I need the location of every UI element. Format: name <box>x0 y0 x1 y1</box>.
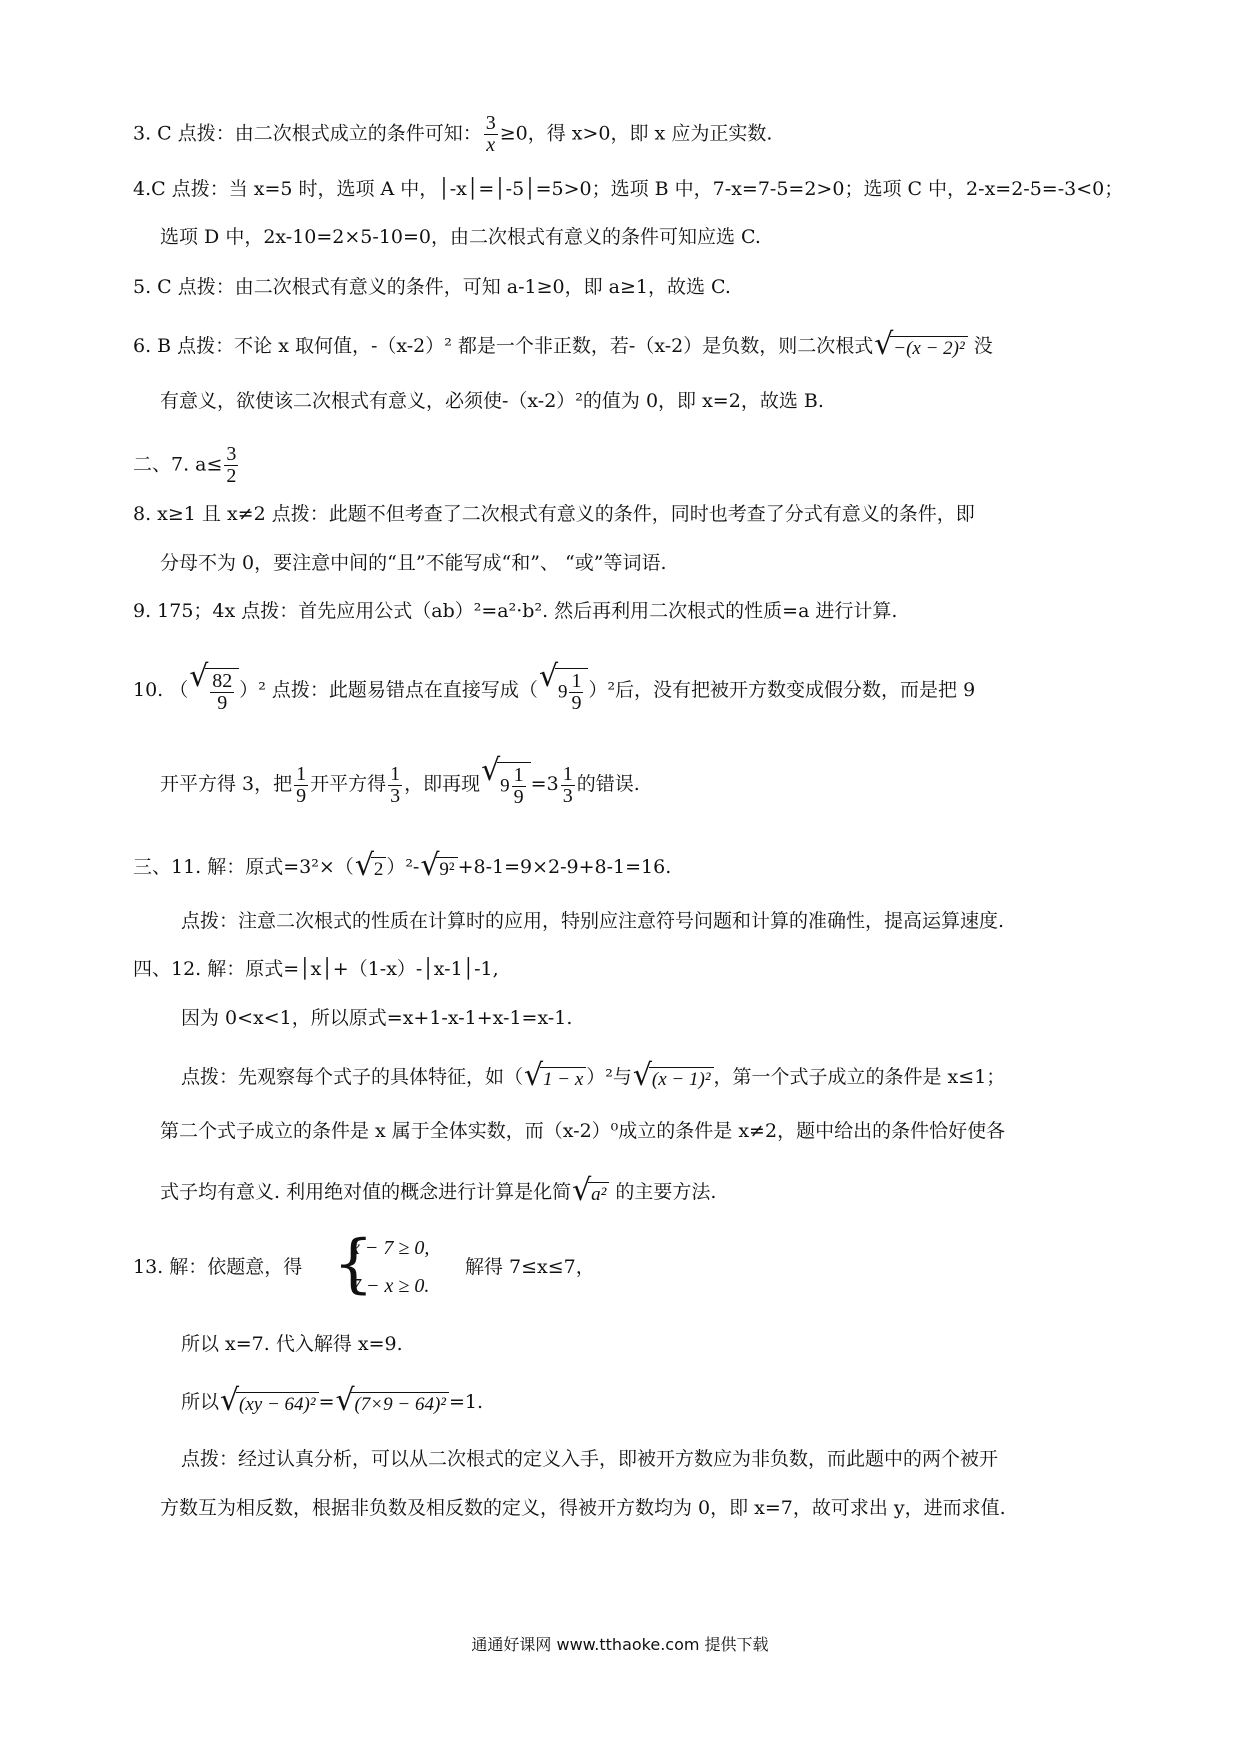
radical: √ a² <box>572 1182 609 1204</box>
answer-3-text-end: ≥0，得 x>0，即 x 应为正实数. <box>499 122 773 145</box>
radical: √ 9² <box>420 857 457 879</box>
answer-12-line-3: 点拨：先观察每个式子的具体特征，如（√ 1 − x ）²与√ (x − 1)² ，第一个式子成立的条件是 x≤1； <box>181 1067 1005 1089</box>
answer-10-line-1: 10. （ √ $\frac{82}{9}$ ）² 点拨：此题易错点在直接写成（√ 9 $\frac{1}{9}$ ）²后，没有把被开方数变成假分数，而是把 9 <box>133 668 975 714</box>
answer-13-line-2: 所以 x=7. 代入解得 x=9. <box>181 1333 403 1355</box>
radical: √ (xy − 64)² <box>220 1392 319 1414</box>
fraction: $\frac{3}{2}$ <box>226 443 237 487</box>
answer-12-line-5: 式子均有意义. 利用绝对值的概念进行计算是化简√ a² 的主要方法. <box>160 1182 716 1204</box>
fraction: $\frac{3}{x}$ <box>485 112 496 156</box>
answer-12-line-2: 因为 0<x<1，所以原式=x+1-x-1+x-1=x-1. <box>181 1007 573 1029</box>
radical: √ $\frac{82}{9}$ <box>189 668 239 714</box>
answer-11-line-1: 三、11. 解：原式=3²×（√ 2 ）²-√ 9² +8-1=9×2-9+8-1=16. <box>133 857 671 879</box>
radical: √ 9 $\frac{1}{9}$ <box>481 762 531 808</box>
answer-11-line-2: 点拨：注意二次根式的性质在计算时的应用，特别应注意符号问题和计算的准确性，提高运算速度. <box>181 910 1005 932</box>
radical: √ (x − 1)² <box>633 1067 714 1089</box>
answer-4-line-1: 4.C 点拨：当 x=5 时，选项 A 中，│-x│=│-5│=5>0；选项 B 中，7-x=7-5=2>0；选项 C 中，2-x=2-5=-3<0； <box>133 178 1124 200</box>
left-brace-icon: { <box>333 1227 374 1301</box>
radical: √ (7×9 − 64)² <box>335 1392 449 1414</box>
radical: √ 2 <box>355 857 387 879</box>
answer-3-text: 3. C 点拨：由二次根式成立的条件可知： <box>133 122 482 145</box>
inequality-1: x − 7 ≥ 0, <box>351 1237 430 1259</box>
answer-3 <box>133 113 772 156</box>
answer-13-line-5: 方数互为相反数，根据非负数及相反数的定义，得被开方数均为 0，即 x=7，故可求出 y，进而求值. <box>160 1497 1006 1519</box>
answer-13-line-1-label: 13. 解：依题意，得 <box>133 1256 303 1278</box>
page-footer: 通通好课网 www.tthaoke.com 提供下载 <box>471 1635 769 1654</box>
radical: √ 1 − x <box>524 1067 586 1089</box>
answer-4-line-2: 选项 D 中，2x-10=2×5-10=0，由二次根式有意义的条件可知应选 C. <box>160 226 761 248</box>
answer-6-line-2: 有意义，欲使该二次根式有意义，必须使-（x-2）²的值为 0，即 x=2，故选 B. <box>160 390 824 412</box>
inequality-2: 7 − x ≥ 0. <box>351 1275 430 1297</box>
radical: √ −(x − 2)² <box>874 336 967 358</box>
answer-8-line-1: 8. x≥1 且 x≠2 点拨：此题不但考查了二次根式有意义的条件，同时也考查了分式有意义的条件，即 <box>133 503 975 525</box>
answer-10-line-2: 开平方得 3，把 $\frac{1}{9}$ 开平方得 $\frac{1}{3}$ ，即再现√ 9 $\frac{1}{9}$ =3 $\frac{1}{3}$ 的错误. <box>160 762 640 808</box>
answer-6-line-1: 6. B 点拨：不论 x 取何值，-（x-2）² 都是一个非正数，若-（x-2）是负数，则二次根式√ −(x − 2)² 没 <box>133 336 993 358</box>
answer-12-line-1: 四、12. 解：原式=│x│+（1-x）-│x-1│-1, <box>133 958 499 980</box>
answer-13-line-4: 点拨：经过认真分析，可以从二次根式的定义入手，即被开方数应为非负数，而此题中的两个被开 <box>181 1448 999 1470</box>
answer-7: 二、7. a≤ $\frac{3}{2}$ <box>133 443 237 487</box>
answer-13-line-3: 所以√ (xy − 64)² =√ (7×9 − 64)² =1. <box>181 1392 483 1414</box>
answer-13-line-1-result: 解得 7≤x≤7， <box>465 1256 595 1278</box>
radical: √ 9 $\frac{1}{9}$ <box>539 668 589 714</box>
answer-12-line-4: 第二个式子成立的条件是 x 属于全体实数，而（x-2）⁰成立的条件是 x≠2，题中给出的条件恰好使各 <box>160 1120 1006 1142</box>
equation-system <box>333 1227 463 1302</box>
answer-5: 5. C 点拨：由二次根式有意义的条件，可知 a-1≥0，即 a≥1，故选 C. <box>133 276 731 298</box>
answer-9: 9. 175；4x 点拨：首先应用公式（ab）²=a²·b². 然后再利用二次根式的性质=a 进行计算. <box>133 600 898 622</box>
answer-8-line-2: 分母不为 0，要注意中间的“且”不能写成“和”、 “或”等词语. <box>160 552 667 574</box>
